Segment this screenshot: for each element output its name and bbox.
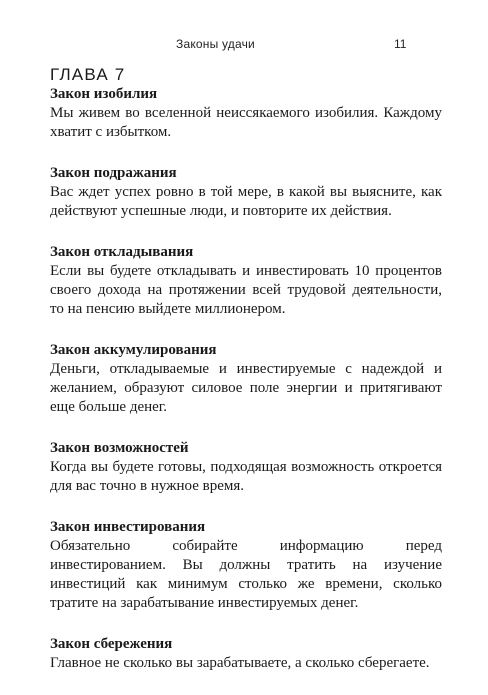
law-text: Когда вы будете готовы, подходящая возможность откроется для вас точно в нужное время. bbox=[50, 459, 442, 494]
laws-list bbox=[50, 85, 442, 695]
law-text: Деньги, откладываемые и инвестируемые с надеждой и желанием, образуют силовое поле энергии и притягивают еще больше денег. bbox=[50, 361, 442, 415]
law-investing bbox=[50, 518, 442, 613]
law-text: Мы живем во вселенной неиссякаемого изобилия. Каждому хватит с избытком. bbox=[50, 105, 442, 140]
law-title: Закон инвестирования bbox=[50, 519, 206, 535]
running-head bbox=[0, 37, 488, 57]
law-title: Закон подражания bbox=[50, 165, 177, 181]
law-opportunity bbox=[50, 439, 442, 496]
law-title: Закон откладывания bbox=[50, 244, 194, 260]
law-text: Главное не сколько вы зарабатываете, а сколько сберегаете. bbox=[50, 655, 430, 671]
law-title: Закон аккумулирования bbox=[50, 342, 217, 358]
law-abundance bbox=[50, 85, 442, 142]
law-title: Закон возможностей bbox=[50, 440, 189, 456]
law-title: Закон изобилия bbox=[50, 86, 158, 102]
law-imitation bbox=[50, 164, 442, 221]
law-text: Вас ждет успех ровно в той мере, в какой вы выясните, как действуют успешные люди, и повторите их действия. bbox=[50, 184, 442, 219]
page-number: 11 bbox=[394, 37, 407, 51]
law-saving bbox=[50, 635, 442, 673]
law-saving-aside bbox=[50, 243, 442, 319]
law-title: Закон сбережения bbox=[50, 636, 173, 652]
law-accumulation bbox=[50, 341, 442, 417]
running-title: Законы удачи bbox=[176, 37, 255, 51]
law-text: Если вы будете откладывать и инвестировать 10 процентов своего дохода на протяжении всей трудовой деятельности, то на пенсию выйдете миллионером. bbox=[50, 263, 442, 317]
chapter-title: ГЛАВА 7 bbox=[50, 65, 126, 84]
law-text: Обязательно собирайте информацию перед инвестированием. Вы должны тратить на изучение инвестиций как минимум столько же времени, сколько тратите на зарабатывание инвестируемых денег. bbox=[50, 538, 442, 611]
